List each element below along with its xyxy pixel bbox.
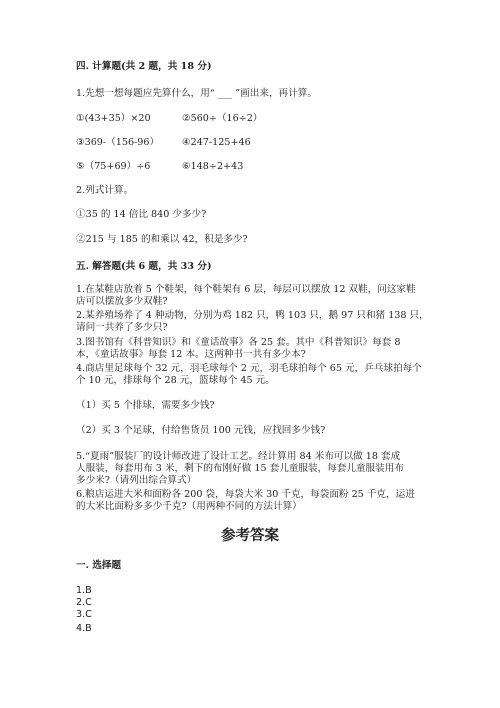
problem-line: 本，《童话故事》每套 12 本。这两种书一共有多少本? (76, 349, 306, 360)
problem-line: 3.图书馆有《科普知识》和《童话故事》各 25 套。其中《科普知识》每套 8 (76, 337, 401, 348)
expression-5: ⑤（75+69）÷6 (76, 161, 151, 172)
question-2b: ②215 与 185 的和乘以 42，积是多少? (76, 234, 248, 245)
expression-1: ①(43+35）×20 (76, 113, 151, 124)
answer-item: 3.C (76, 609, 92, 620)
problem-line: 人服装，每套用布 3 米，剩下的布刚好做 15 套儿童服装，每套儿童服装用布 (76, 463, 404, 474)
problem-line: 5.“夏雨”服装厂的设计师改进了设计工艺。经计算用 84 米布可以做 18 套成 (76, 451, 401, 462)
expression-3: ③369-（156-96） (76, 137, 160, 148)
problem-line: 店可以摆放多少双鞋? (76, 296, 168, 307)
expression-6: ⑥148÷2+43 (182, 161, 244, 172)
question-2: 2.列式计算。 (76, 185, 134, 196)
answer-item: 2.C (76, 597, 92, 608)
problem-line: 个 10 元，排球每个 28 元，篮球每个 45 元。 (76, 375, 275, 386)
problem-line: 多少米?（请列出综合算式） (76, 475, 197, 486)
answer-item: 4.B (76, 623, 92, 634)
section4-heading: 四. 计算题(共 2 题，共 18 分) (76, 61, 212, 72)
answer-item: 1.B (76, 585, 92, 596)
answer-section-heading: 一. 选择题 (76, 560, 122, 571)
problem-line: 请问一共养了多少只? (76, 322, 168, 333)
answer-title: 参考答案 (221, 527, 279, 544)
problem-line: 4.商店里足球每个 32 元，羽毛球每个 2 元，羽毛球拍每个 65 元，乒乓球拍每个 (76, 363, 422, 374)
expression-2: ②560÷（16÷2） (182, 113, 263, 124)
sub-question-2: （2）买 3 个足球，付给售货员 100 元钱，应找回多少钱? (76, 425, 326, 436)
expression-4: ④247-125+46 (182, 137, 251, 148)
problem-line: 的大米比面粉多多少千克?（用两种不同的方法计算） (76, 501, 302, 512)
problem-line: 6.粮店运进大米和面粉各 200 袋，每袋大米 30 千克，每袋面粉 25 千克，运进 (76, 489, 415, 500)
problem-line: 1.在某鞋店放着 5 个鞋架，每个鞋架有 6 层，每层可以摆放 12 双鞋，问这家鞋 (76, 284, 416, 295)
question-1: 1.先想一想每题应先算什么，用“ ___ ”画出来，再计算。 (76, 88, 317, 99)
problem-line: 2.某养殖场养了 4 种动物，分别为鸡 182 只，鸭 103 只，鹅 97 只和猪 138 只， (76, 310, 429, 321)
question-2a: ①35 的 14 倍比 840 少多少? (76, 209, 207, 220)
section5-heading: 五. 解答题(共 6 题，共 33 分) (76, 261, 212, 272)
sub-question-1: （1）买 5 个排球，需要多少钱? (76, 400, 215, 411)
